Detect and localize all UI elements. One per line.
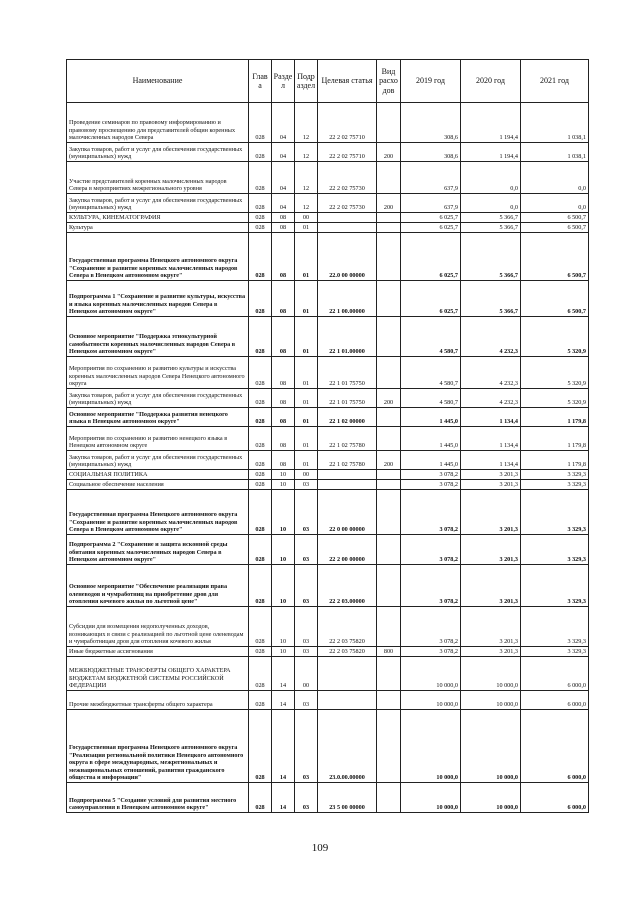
header-razdel: Разде л <box>272 60 295 103</box>
header-name: Наименование <box>67 60 249 103</box>
cell-razdel: 08 <box>272 427 295 451</box>
cell-statya: 22 1 02 75780 <box>318 427 377 451</box>
cell-razdel: 10 <box>272 490 295 535</box>
cell-2020: 3 201,3 <box>461 480 521 490</box>
cell-statya: 22 1 01 75750 <box>318 357 377 389</box>
table-row <box>67 162 589 194</box>
cell-2019: 308,6 <box>401 103 461 143</box>
table-row <box>67 281 589 317</box>
cell-2019: 4 580,7 <box>401 389 461 408</box>
cell-name: Закупка товаров, работ и услуг для обеспечения государственных (муниципальных) нужд <box>67 143 249 162</box>
cell-statya <box>318 213 377 223</box>
cell-name: Государственная программа Ненецкого автономного округа "Сохранение и развитие коренных малочисленных народов Севера в Ненецком автономном округе" <box>67 233 249 281</box>
cell-vid <box>377 357 401 389</box>
cell-glava: 028 <box>249 213 272 223</box>
cell-glava: 028 <box>249 223 272 233</box>
cell-2020: 1 134,4 <box>461 408 521 427</box>
cell-statya: 22.0 00 00000 <box>318 233 377 281</box>
cell-2020: 4 232,3 <box>461 389 521 408</box>
cell-statya: 23.0.00.00000 <box>318 710 377 783</box>
cell-name: Закупка товаров, работ и услуг для обеспечения государственных (муниципальных) нужд <box>67 194 249 213</box>
cell-podrazdel: 03 <box>295 691 318 710</box>
cell-vid <box>377 427 401 451</box>
cell-statya: 22 2 00 00000 <box>318 535 377 565</box>
cell-2020: 10 000,0 <box>461 783 521 813</box>
cell-vid <box>377 281 401 317</box>
cell-razdel: 10 <box>272 480 295 490</box>
cell-razdel: 14 <box>272 710 295 783</box>
cell-name: Государственная программа Ненецкого автономного округа "Сохранение и развитие коренных малочисленных народов Севера в Ненецком автономном округе" <box>67 490 249 535</box>
cell-2021: 6 000,0 <box>521 710 589 783</box>
cell-vid: 200 <box>377 143 401 162</box>
cell-2021: 6 000,0 <box>521 783 589 813</box>
cell-podrazdel: 03 <box>295 565 318 607</box>
cell-2020: 5 366,7 <box>461 281 521 317</box>
cell-statya <box>318 691 377 710</box>
cell-glava: 028 <box>249 233 272 281</box>
cell-razdel: 04 <box>272 143 295 162</box>
cell-podrazdel: 03 <box>295 607 318 647</box>
table-row <box>67 408 589 427</box>
cell-2020: 5 366,7 <box>461 213 521 223</box>
table-row <box>67 223 589 233</box>
cell-statya <box>318 470 377 480</box>
table-row <box>67 691 589 710</box>
cell-2021: 6 500,7 <box>521 233 589 281</box>
cell-name: Прочие межбюджетные трансферты общего характера <box>67 691 249 710</box>
cell-glava: 028 <box>249 710 272 783</box>
cell-2019: 6 025,7 <box>401 213 461 223</box>
cell-razdel: 10 <box>272 607 295 647</box>
cell-2020: 1 134,4 <box>461 451 521 470</box>
cell-vid <box>377 317 401 357</box>
cell-podrazdel: 01 <box>295 408 318 427</box>
cell-podrazdel: 01 <box>295 427 318 451</box>
header-podrazdel: Подр аздел <box>295 60 318 103</box>
table-row <box>67 710 589 783</box>
cell-glava: 028 <box>249 535 272 565</box>
cell-statya: 22 2 02 75730 <box>318 194 377 213</box>
cell-glava: 028 <box>249 565 272 607</box>
cell-2019: 6 025,7 <box>401 233 461 281</box>
cell-razdel: 08 <box>272 451 295 470</box>
cell-2021: 1 179,8 <box>521 451 589 470</box>
cell-vid <box>377 607 401 647</box>
cell-2019: 4 580,7 <box>401 317 461 357</box>
table-row <box>67 317 589 357</box>
cell-2020: 10 000,0 <box>461 710 521 783</box>
cell-vid <box>377 565 401 607</box>
cell-2020: 10 000,0 <box>461 691 521 710</box>
cell-2019: 3 078,2 <box>401 470 461 480</box>
cell-vid <box>377 710 401 783</box>
cell-2021: 3 329,3 <box>521 470 589 480</box>
cell-vid: 200 <box>377 389 401 408</box>
cell-glava: 028 <box>249 162 272 194</box>
cell-2021: 1 179,8 <box>521 408 589 427</box>
cell-2020: 3 201,3 <box>461 490 521 535</box>
cell-statya <box>318 657 377 691</box>
cell-razdel: 10 <box>272 565 295 607</box>
cell-glava: 028 <box>249 607 272 647</box>
cell-razdel: 10 <box>272 470 295 480</box>
cell-glava: 028 <box>249 647 272 657</box>
cell-2019: 1 445,0 <box>401 408 461 427</box>
cell-glava: 028 <box>249 427 272 451</box>
table-row <box>67 357 589 389</box>
cell-razdel: 04 <box>272 162 295 194</box>
cell-2021: 3 329,3 <box>521 647 589 657</box>
cell-vid <box>377 223 401 233</box>
cell-2020: 4 232,3 <box>461 357 521 389</box>
cell-statya <box>318 223 377 233</box>
table-row <box>67 103 589 143</box>
cell-razdel: 08 <box>272 223 295 233</box>
cell-2019: 308,6 <box>401 143 461 162</box>
cell-name: Мероприятия по сохранению и развитию ненецкого языка в Ненецком автономном округе <box>67 427 249 451</box>
table-row <box>67 389 589 408</box>
cell-2021: 6 500,7 <box>521 281 589 317</box>
header-2021: 2021 год <box>521 60 589 103</box>
cell-razdel: 10 <box>272 647 295 657</box>
cell-2020: 5 366,7 <box>461 233 521 281</box>
cell-2019: 3 078,2 <box>401 480 461 490</box>
cell-podrazdel: 03 <box>295 490 318 535</box>
cell-podrazdel: 12 <box>295 143 318 162</box>
table-row <box>67 647 589 657</box>
cell-2019: 3 078,2 <box>401 607 461 647</box>
table-row <box>67 565 589 607</box>
cell-vid <box>377 233 401 281</box>
cell-podrazdel: 01 <box>295 317 318 357</box>
cell-2021: 1 038,1 <box>521 143 589 162</box>
cell-2021: 3 329,3 <box>521 565 589 607</box>
cell-name: Основное мероприятие "Поддержка развития ненецкого языка в Ненецком автономном округе" <box>67 408 249 427</box>
cell-2020: 1 194,4 <box>461 143 521 162</box>
cell-2019: 10 000,0 <box>401 710 461 783</box>
cell-2020: 3 201,3 <box>461 565 521 607</box>
cell-2020: 3 201,3 <box>461 470 521 480</box>
cell-2020: 3 201,3 <box>461 535 521 565</box>
cell-podrazdel: 12 <box>295 194 318 213</box>
cell-podrazdel: 00 <box>295 213 318 223</box>
cell-name: Социальное обеспечение населения <box>67 480 249 490</box>
table-header-row <box>67 60 589 103</box>
table-row <box>67 233 589 281</box>
cell-2021: 6 000,0 <box>521 657 589 691</box>
cell-vid <box>377 783 401 813</box>
table-body <box>67 103 589 813</box>
cell-vid <box>377 213 401 223</box>
cell-2019: 1 445,0 <box>401 451 461 470</box>
cell-2021: 5 320,9 <box>521 357 589 389</box>
table-row <box>67 451 589 470</box>
cell-2019: 6 025,7 <box>401 281 461 317</box>
table-row <box>67 490 589 535</box>
cell-vid <box>377 480 401 490</box>
cell-2020: 3 201,3 <box>461 647 521 657</box>
cell-name: Мероприятия по сохранению и развитию культуры и искусства коренных малочисленных народов Севера Ненецкого автономного округа <box>67 357 249 389</box>
cell-podrazdel: 01 <box>295 357 318 389</box>
cell-glava: 028 <box>249 783 272 813</box>
cell-razdel: 04 <box>272 194 295 213</box>
cell-podrazdel: 12 <box>295 103 318 143</box>
cell-vid <box>377 657 401 691</box>
cell-2021: 1 179,8 <box>521 427 589 451</box>
cell-2020: 5 366,7 <box>461 223 521 233</box>
page-number: 109 <box>311 842 329 854</box>
header-glava: Глав а <box>249 60 272 103</box>
cell-2020: 3 201,3 <box>461 607 521 647</box>
cell-2021: 5 320,9 <box>521 317 589 357</box>
cell-podrazdel: 01 <box>295 451 318 470</box>
cell-2019: 1 445,0 <box>401 427 461 451</box>
cell-2021: 3 329,3 <box>521 490 589 535</box>
table-row <box>67 143 589 162</box>
cell-name: Основное мероприятие "Поддержка этнокультурной самобытности коренных малочисленных народов Севера в Ненецком автономном округе" <box>67 317 249 357</box>
cell-2021: 6 500,7 <box>521 213 589 223</box>
cell-name: Иные бюджетные ассигнования <box>67 647 249 657</box>
cell-glava: 028 <box>249 357 272 389</box>
cell-razdel: 08 <box>272 357 295 389</box>
cell-vid <box>377 490 401 535</box>
table-row <box>67 470 589 480</box>
cell-2019: 10 000,0 <box>401 691 461 710</box>
cell-2019: 3 078,2 <box>401 647 461 657</box>
cell-statya: 22 2 03 75820 <box>318 647 377 657</box>
cell-podrazdel: 01 <box>295 281 318 317</box>
cell-vid <box>377 470 401 480</box>
cell-glava: 028 <box>249 490 272 535</box>
cell-vid <box>377 535 401 565</box>
cell-glava: 028 <box>249 408 272 427</box>
cell-podrazdel: 12 <box>295 162 318 194</box>
cell-razdel: 14 <box>272 691 295 710</box>
cell-2021: 0,0 <box>521 162 589 194</box>
cell-2020: 0,0 <box>461 194 521 213</box>
table-row <box>67 213 589 223</box>
cell-2019: 6 025,7 <box>401 223 461 233</box>
header-vid: Вид расхо дов <box>377 60 401 103</box>
cell-razdel: 08 <box>272 281 295 317</box>
cell-2021: 6 500,7 <box>521 223 589 233</box>
cell-glava: 028 <box>249 281 272 317</box>
cell-glava: 028 <box>249 389 272 408</box>
cell-vid <box>377 408 401 427</box>
cell-2021: 3 329,3 <box>521 480 589 490</box>
budget-table <box>66 59 589 813</box>
cell-statya <box>318 480 377 490</box>
cell-podrazdel: 03 <box>295 710 318 783</box>
cell-statya: 22 1 02 00000 <box>318 408 377 427</box>
cell-2019: 4 580,7 <box>401 357 461 389</box>
cell-2019: 3 078,2 <box>401 535 461 565</box>
cell-glava: 028 <box>249 480 272 490</box>
cell-razdel: 08 <box>272 317 295 357</box>
cell-name: Подпрограмма 5 "Создание условий для развития местного самоуправления в Ненецком автономном округе" <box>67 783 249 813</box>
cell-razdel: 08 <box>272 233 295 281</box>
cell-2021: 5 320,9 <box>521 389 589 408</box>
cell-name: Государственная программа Ненецкого автономного округа "Реализация региональной политики Ненецкого автономного округа в сфере международных, межрегиональных и межнациональных отношений, развития гражданского общества и информации" <box>67 710 249 783</box>
cell-2020: 4 232,3 <box>461 317 521 357</box>
cell-name: Культура <box>67 223 249 233</box>
cell-statya: 22 0 00 00000 <box>318 490 377 535</box>
cell-glava: 028 <box>249 143 272 162</box>
cell-statya: 22 1 00.00000 <box>318 281 377 317</box>
cell-2019: 637,9 <box>401 162 461 194</box>
cell-name: Основное мероприятие "Обеспечение реализации права оленеводов и чумработниц на приобретение дров для отопления кочевого жилья по льготной цене" <box>67 565 249 607</box>
cell-name: Проведение семинаров по правовому информированию и правовому просвещению для представителей общин коренных малочисленных народов Севера <box>67 103 249 143</box>
table-row <box>67 535 589 565</box>
cell-2019: 3 078,2 <box>401 490 461 535</box>
cell-2020: 1 134,4 <box>461 427 521 451</box>
cell-name: СОЦИАЛЬНАЯ ПОЛИТИКА <box>67 470 249 480</box>
cell-vid: 200 <box>377 451 401 470</box>
cell-glava: 028 <box>249 317 272 357</box>
cell-glava: 028 <box>249 657 272 691</box>
cell-podrazdel: 01 <box>295 389 318 408</box>
table-row <box>67 657 589 691</box>
cell-podrazdel: 00 <box>295 657 318 691</box>
cell-2020: 0,0 <box>461 162 521 194</box>
cell-2021: 1 038,1 <box>521 103 589 143</box>
cell-vid <box>377 162 401 194</box>
cell-name: МЕЖБЮДЖЕТНЫЕ ТРАНСФЕРТЫ ОБЩЕГО ХАРАКТЕРА БЮДЖЕТАМ БЮДЖЕТНОЙ СИСТЕМЫ РОССИЙСКОЙ ФЕДЕРАЦИИ <box>67 657 249 691</box>
table-row <box>67 194 589 213</box>
cell-razdel: 04 <box>272 103 295 143</box>
cell-razdel: 14 <box>272 783 295 813</box>
cell-statya: 22 2 02 75730 <box>318 162 377 194</box>
cell-podrazdel: 03 <box>295 783 318 813</box>
cell-name: Закупка товаров, работ и услуг для обеспечения государственных (муниципальных) нужд <box>67 389 249 408</box>
cell-podrazdel: 03 <box>295 480 318 490</box>
cell-razdel: 08 <box>272 408 295 427</box>
cell-statya: 22 2 03.00000 <box>318 565 377 607</box>
cell-razdel: 08 <box>272 389 295 408</box>
cell-glava: 028 <box>249 194 272 213</box>
cell-razdel: 08 <box>272 213 295 223</box>
cell-statya: 22 2 03 75820 <box>318 607 377 647</box>
cell-vid: 800 <box>377 647 401 657</box>
cell-name: Субсидии для возмещения недополученных доходов, возникающих в связи с реализацией по льготной цене оленеводам и чумработницам дров для отопления кочевого жилья <box>67 607 249 647</box>
cell-razdel: 14 <box>272 657 295 691</box>
cell-podrazdel: 01 <box>295 223 318 233</box>
cell-podrazdel: 00 <box>295 470 318 480</box>
cell-name: Подпрограмма 1 "Сохранение и развитие культуры, искусства и языка коренных малочисленных народов Севера в Ненецком автономном округе" <box>67 281 249 317</box>
cell-razdel: 10 <box>272 535 295 565</box>
cell-glava: 028 <box>249 103 272 143</box>
cell-2019: 3 078,2 <box>401 565 461 607</box>
cell-vid <box>377 103 401 143</box>
cell-glava: 028 <box>249 470 272 480</box>
cell-2020: 10 000,0 <box>461 657 521 691</box>
table-row <box>67 480 589 490</box>
cell-podrazdel: 03 <box>295 535 318 565</box>
table-row <box>67 427 589 451</box>
cell-statya: 22 1 02 75780 <box>318 451 377 470</box>
cell-2021: 3 329,3 <box>521 535 589 565</box>
header-2019: 2019 год <box>401 60 461 103</box>
cell-statya: 22 1 01 75750 <box>318 389 377 408</box>
cell-name: КУЛЬТУРА, КИНЕМАТОГРАФИЯ <box>67 213 249 223</box>
cell-podrazdel: 03 <box>295 647 318 657</box>
cell-statya: 22 1 01.00000 <box>318 317 377 357</box>
cell-statya: 23 5 00 00000 <box>318 783 377 813</box>
cell-glava: 028 <box>249 691 272 710</box>
cell-2021: 3 329,3 <box>521 607 589 647</box>
cell-name: Участие представителей коренных малочисленных народов Севера в мероприятиях межрегионального уровня <box>67 162 249 194</box>
table-row <box>67 783 589 813</box>
cell-podrazdel: 01 <box>295 233 318 281</box>
cell-2019: 10 000,0 <box>401 783 461 813</box>
cell-2021: 0,0 <box>521 194 589 213</box>
cell-statya: 22 2 02 75710 <box>318 143 377 162</box>
cell-2019: 10 000,0 <box>401 657 461 691</box>
cell-vid <box>377 691 401 710</box>
cell-vid: 200 <box>377 194 401 213</box>
cell-2019: 637,9 <box>401 194 461 213</box>
cell-name: Закупка товаров, работ и услуг для обеспечения государственных (муниципальных) нужд <box>67 451 249 470</box>
table-row <box>67 607 589 647</box>
cell-2021: 6 000,0 <box>521 691 589 710</box>
header-statya: Целевая статья <box>318 60 377 103</box>
cell-glava: 028 <box>249 451 272 470</box>
cell-2020: 1 194,4 <box>461 103 521 143</box>
cell-statya: 22 2 02 75710 <box>318 103 377 143</box>
cell-name: Подпрограмма 2 "Сохранение и защита исконной среды обитания коренных малочисленных народов Севера в Ненецком автономном округе" <box>67 535 249 565</box>
header-2020: 2020 год <box>461 60 521 103</box>
